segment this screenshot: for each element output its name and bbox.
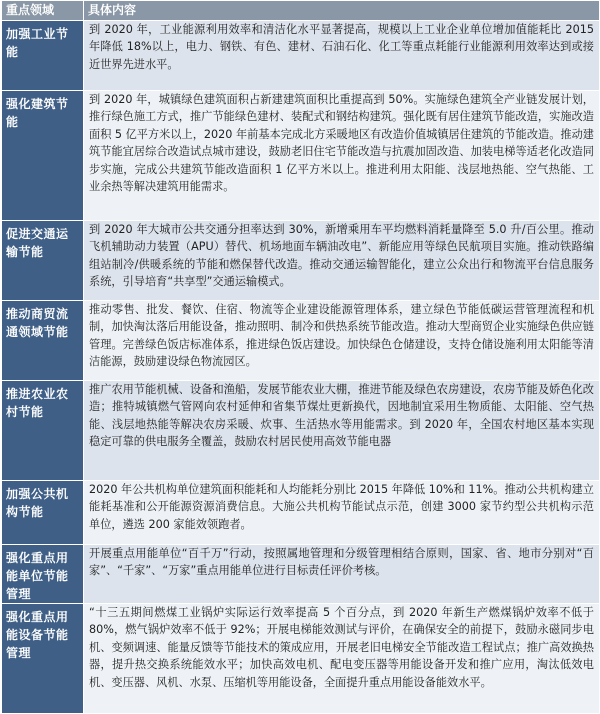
row-area-key-units: 强化重点用能单位节能管理 [2, 545, 84, 604]
energy-saving-table [1, 0, 600, 714]
row-area-key-equipment: 强化重点用能设备节能管理 [2, 604, 84, 714]
table-row [2, 604, 600, 714]
table-row [2, 221, 600, 301]
header-content: 具体内容 [84, 1, 600, 21]
row-content-agriculture: 推广农用节能机械、设备和渔船，发展节能农业大棚，推进节能及绿色农房建设，农房节能及娇色化改造；推特城镇燃气管网向农村延伸和省集节煤灶更新换代，因地制宜采用生物质能、太阳能、空气热能、浅层地热能等解决农房采暖、炊事、生活热水等用能需求。到 2020 年，全国农村地区基本实现稳定可靠的供电服务全覆盖，鼓励农村居民使用高效节能电器 [84, 381, 600, 481]
row-content-public-institutions: 2020 年公共机构单位建筑面积能耗和人均能耗分别比 2015 年降低 10%和 11%。推动公共机构建立能耗基准和公开能源资源消费信息。大施公共机构节能试点示范，创建 3000 家节约型公共机构示范单位，遴选 200 家能效领跑者。 [84, 481, 600, 545]
table-row [2, 381, 600, 481]
row-content-transport: 到 2020 年大城市公共交通分担率达到 30%，新增乘用车平均燃料消耗量降至 5.0 升/百公里。推动飞机辅助动力装置（APU）替代、机场地面车辆油改电”、新能应用等绿色民航项目实施。推动铁路编组站制冷/供暖系统的节能和燃保替代改造。推动交通运输智能化，建立公众出行和物流平台信息服务系统，引导培育“共享型”交通运输模式。 [84, 221, 600, 301]
header-row [2, 1, 600, 21]
table-row [2, 301, 600, 381]
table-row [2, 91, 600, 221]
table-header [2, 1, 600, 21]
table-row [2, 21, 600, 91]
row-content-commerce: 推动零售、批发、餐饮、住宿、物流等企业建设能源管理体系，建立绿色节能低碳运营管理流程和机制，加快淘汰落后用能设备，推动照明、制冷和供热系统节能改造。推动大型商贸企业实施绿色供应链管理。完善绿色饭店标准体系，推进绿色饭店建设。加快绿色仓储建设，支持仓储设施利用太阳能等清洁能源，鼓励建设绿色物流园区。 [84, 301, 600, 381]
row-area-transport: 促进交通运输节能 [2, 221, 84, 301]
row-area-building: 强化建筑节能 [2, 91, 84, 221]
row-area-industry: 加强工业节能 [2, 21, 84, 91]
table-row [2, 481, 600, 545]
row-area-agriculture: 推进农业农村节能 [2, 381, 84, 481]
row-area-commerce: 推动商贸流通领域节能 [2, 301, 84, 381]
row-content-key-units: 开展重点用能单位“百千万”行动，按照属地管理和分级管理相结合原则，国家、省、地市分别对“百家”、“千家”、“万家”重点用能单位进行目标责任评价考核。 [84, 545, 600, 604]
table-body [2, 21, 600, 714]
row-content-key-equipment: “十三五期间燃煤工业锅炉实际运行效率提高 5 个百分点，到 2020 年新生产燃煤锅炉效率不低于 80%，燃气锅炉效率不低于 92%；开展电梯能效测试与评价，在确保安全的前提下，鼓励永磁同步电机、变频调速、能量反馈等节能技术的策成应用，开展老旧电梯安全节能改造工程试点；推广高效换热器，提升热交换系统能效水平；加快高效电机、配电变压器等用能设备开发和推广应用，淘汰低效电机、变压器、风机、水泵、压缩机等用能设备，全面提升重点用能设备能效水平。 [84, 604, 600, 714]
row-area-public-institutions: 加强公共机构节能 [2, 481, 84, 545]
header-key-area: 重点领域 [2, 1, 84, 21]
row-content-building: 到 2020 年，城镇绿色建筑面积占新建建筑面积比重提高到 50%。实施绿色建筑全产业链发展计划，推行绿色施工方式，推广节能绿色建材、装配式和钢结构建筑。强化既有居住建筑节能改造，实施改造面积 5 亿平方米以上，2020 年前基本完成北方采暖地区有改造价值城镇居住建筑的节能改造。推动建筑节能宜居综合改造试点城市建设，鼓励老旧住宅节能改造与抗震加固改造、加装电梯等适老化改造同步实施，完成公共建筑节能改造面积 1 亿平方米以上。推进利用太阳能、浅层地热能、空气热能、工业余热等解决建筑用能需求。 [84, 91, 600, 221]
row-content-industry: 到 2020 年，工业能源利用效率和清洁化水平显著提高，规模以上工业企业单位增加值能耗比 2015 年降低 18%以上，电力、钢铁、有色、建材、石油石化、化工等重点耗能行业能源利用效率达到或接近世界先进水平。 [84, 21, 600, 91]
table-row [2, 545, 600, 604]
